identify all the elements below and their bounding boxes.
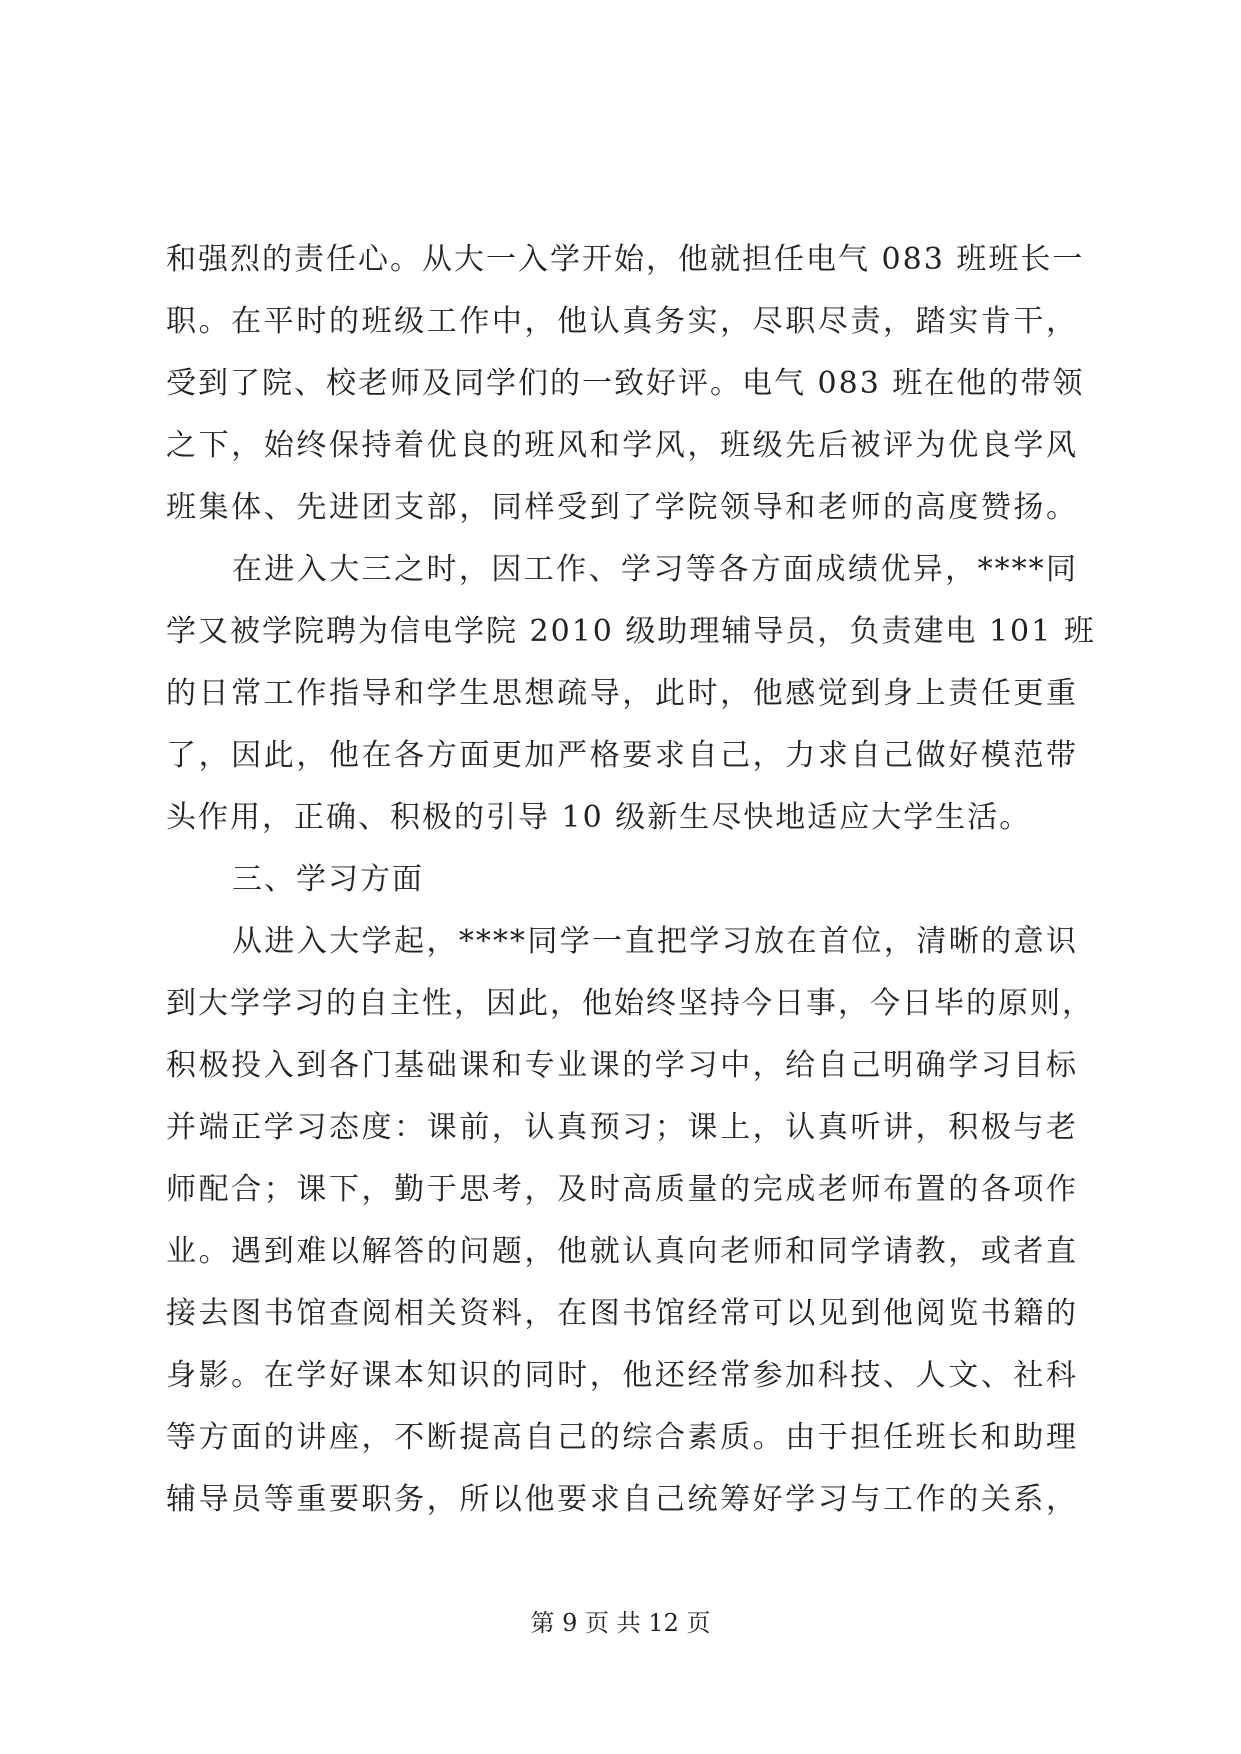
text-line: 在进入大三之时，因工作、学习等各方面成绩优异，****同 — [232, 552, 1078, 587]
text-line: 的日常工作指导和学生思想疏导，此时，他感觉到身上责任更重 — [166, 676, 1078, 711]
text-line: 接去图书馆查阅相关资料，在图书馆经常可以见到他阅览书籍的 — [166, 1296, 1078, 1331]
text-line: 受到了院、校老师及同学们的一致好评。电气 083 班在他的带领 — [166, 366, 1085, 401]
text-line: 从进入大学起，****同学一直把学习放在首位，清晰的意识 — [232, 924, 1078, 959]
text-line: 等方面的讲座，不断提高自己的综合素质。由于担任班长和助理 — [166, 1420, 1078, 1455]
text-line: 身影。在学好课本知识的同时，他还经常参加科技、人文、社科 — [166, 1358, 1078, 1393]
text-line: 并端正学习态度：课前，认真预习；课上，认真听讲，积极与老 — [166, 1110, 1078, 1145]
text-line: 辅导员等重要职务，所以他要求自己统筹好学习与工作的关系， — [166, 1482, 1078, 1517]
text-line: 和强烈的责任心。从大一入学开始，他就担任电气 083 班班长一 — [166, 242, 1085, 277]
text-line: 到大学学习的自主性，因此，他始终坚持今日事，今日毕的原则， — [166, 986, 1094, 1021]
text-line: 积极投入到各门基础课和专业课的学习中，给自己明确学习目标 — [166, 1048, 1078, 1083]
text-line: 头作用，正确、积极的引导 10 级新生尽快地适应大学生活。 — [166, 800, 1032, 835]
text-line: 职。在平时的班级工作中，他认真务实，尽职尽责，踏实肯干， — [166, 304, 1078, 339]
text-line: 班集体、先进团支部，同样受到了学院领导和老师的高度赞扬。 — [166, 490, 1078, 525]
body-text — [166, 229, 1096, 1531]
text-line: 师配合；课下，勤于思考，及时高质量的完成老师布置的各项作 — [166, 1172, 1078, 1207]
text-line: 之下，始终保持着优良的班风和学风，班级先后被评为优良学风 — [166, 428, 1078, 463]
text-line: 业。遇到难以解答的问题，他就认真向老师和同学请教，或者直 — [166, 1234, 1078, 1269]
section-heading: 三、学习方面 — [232, 862, 424, 897]
text-line: 学又被学院聘为信电学院 2010 级助理辅导员，负责建电 101 班 — [166, 614, 1096, 649]
page-number-footer: 第 9 页 共 12 页 — [530, 1609, 711, 1637]
text-line: 了，因此，他在各方面更加严格要求自己，力求自己做好模范带 — [166, 738, 1078, 773]
